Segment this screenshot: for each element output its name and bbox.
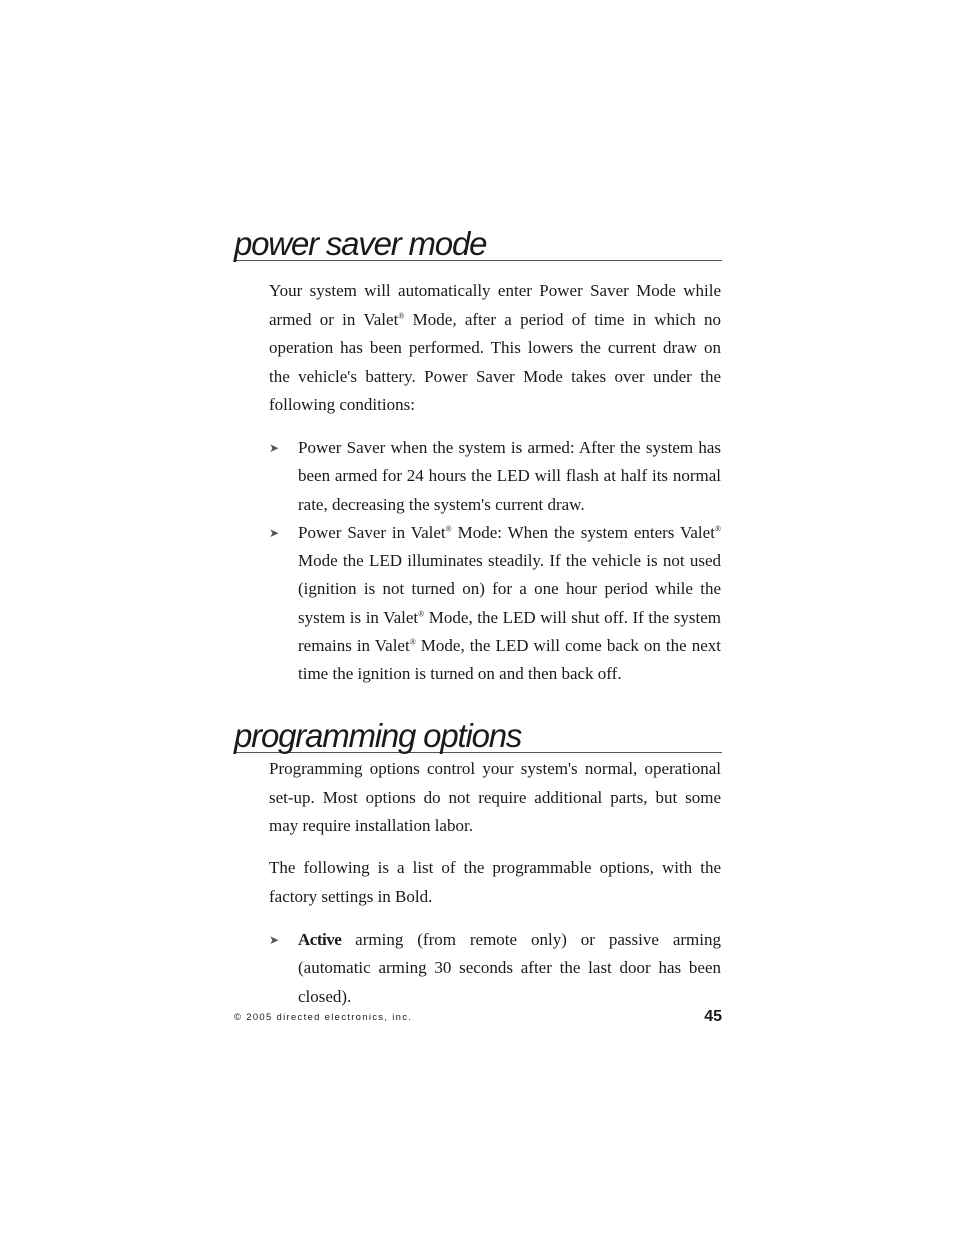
section-heading-power-saver-mode <box>234 224 722 261</box>
page-number: 45 <box>704 1008 722 1025</box>
heading-text: programming options <box>234 717 522 754</box>
heading-text: power saver mode <box>234 225 487 262</box>
registered-mark: ® <box>409 637 416 647</box>
section-heading-programming-options <box>234 716 722 753</box>
list-item: ➤ Power Saver when the system is armed: After the system has been armed for 24 hours the LED will flash at half its normal rate, decreasing the system's current draw. <box>269 434 721 519</box>
programmable-options-list-intro: The following is a list of the programmable options, with the factory settings in Bold. <box>269 858 721 906</box>
programming-options-list <box>269 926 721 1011</box>
arrow-bullet-icon: ➤ <box>269 525 280 540</box>
programming-options-paragraph: Programming options control your system's normal, operational set-up. Most options do not require additional parts, but some may require installation labor. <box>269 759 721 835</box>
arrow-bullet-icon: ➤ <box>269 933 280 947</box>
arrow-bullet-icon: ➤ <box>269 441 280 455</box>
power-saver-intro-paragraph: Your system will automatically enter Power Saver Mode while armed or in Valet® Mode, after a period of time in which no operation has been performed. This lowers the current draw on the vehicle's battery. Power Saver Mode takes over under the following conditions: <box>269 281 722 414</box>
list-item: ➤ Power Saver in Valet® Mode: When the system enters Valet® Mode the LED illuminates steadily. If the vehicle is not used (ignition is not turned on) for a one hour period while the system is in Valet® Mode, the LED will shut off. If the system remains in Valet® Mode, the LED will come back on the next time the ignition is turned on and then back off. <box>269 519 721 689</box>
registered-mark: ® <box>398 310 405 320</box>
registered-mark: ® <box>714 524 721 534</box>
registered-mark: ® <box>445 524 452 534</box>
copyright-notice: © 2005 directed electronics, inc. <box>234 1012 413 1023</box>
power-saver-conditions-list <box>269 434 721 689</box>
factory-setting-term: Active <box>298 930 342 949</box>
list-item: ➤ Active arming (from remote only) or passive arming (automatic arming 30 seconds after the last door has been closed). <box>269 926 721 1011</box>
registered-mark: ® <box>418 609 425 619</box>
